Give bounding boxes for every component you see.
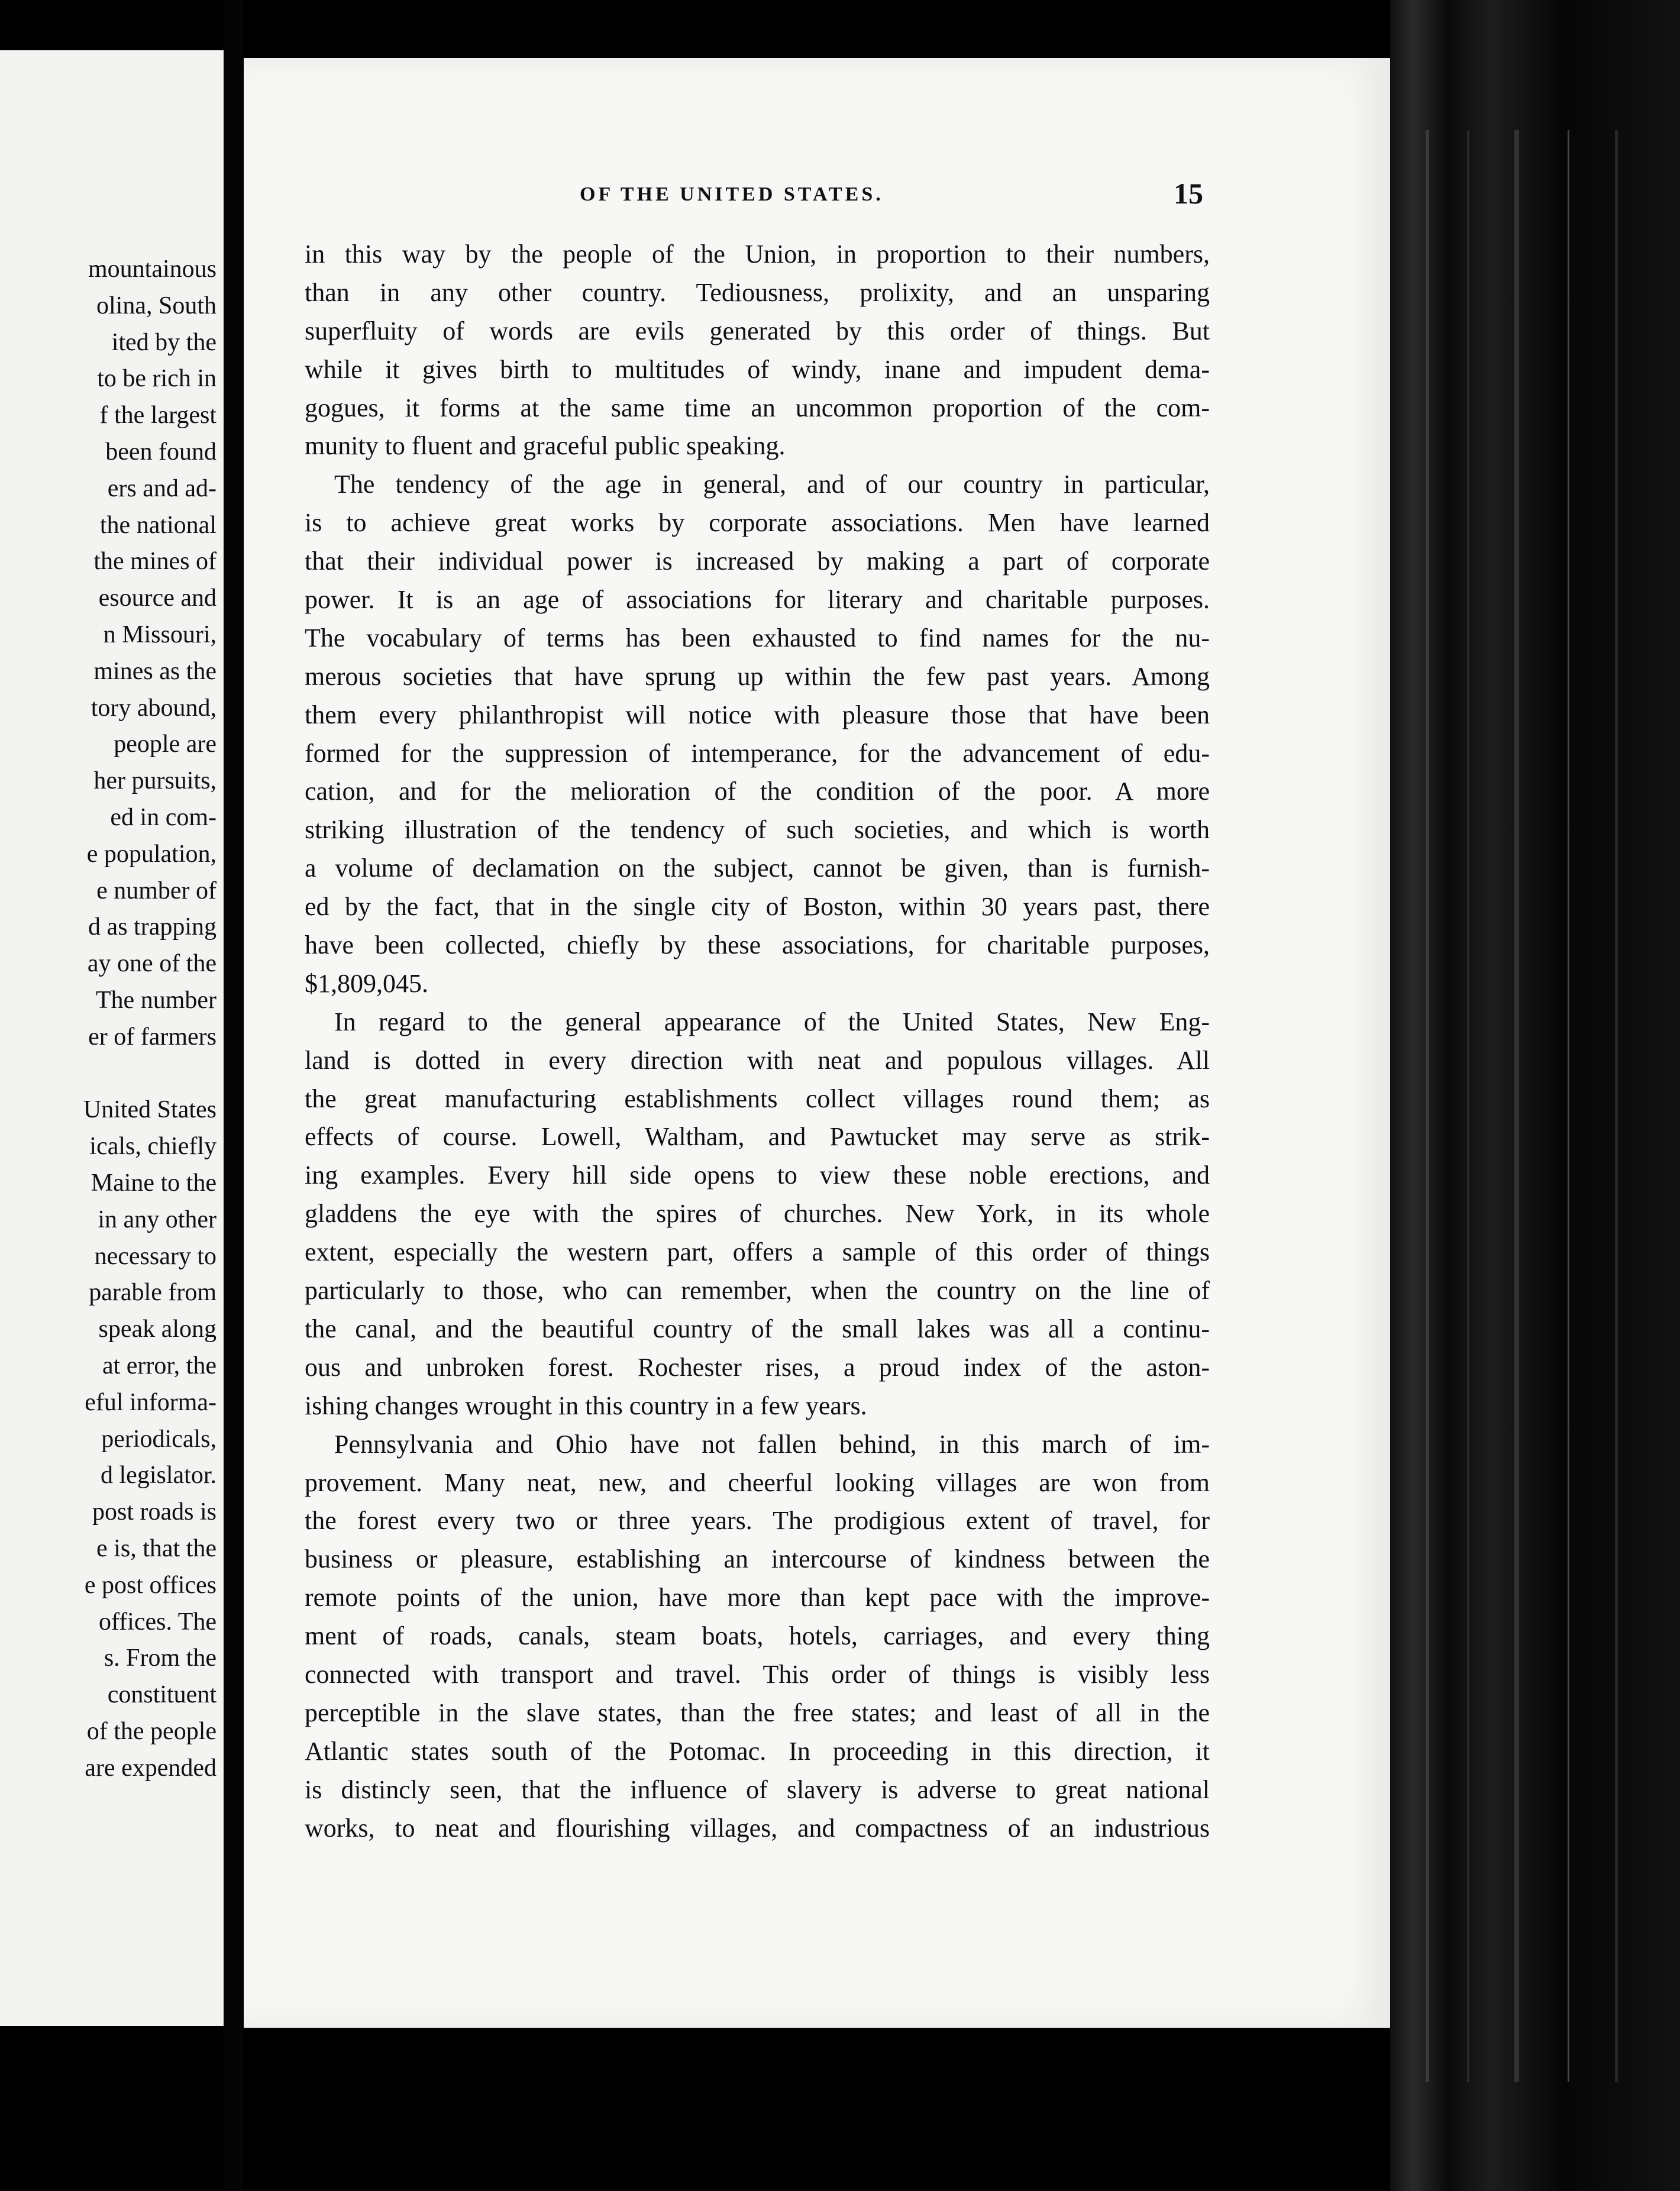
left-page-line: ited by the (111, 328, 217, 356)
left-page-line: e post offices (84, 1571, 217, 1599)
text-line: ed by the fact, that in the single city of Boston, within 30 years past, there (305, 892, 1210, 922)
left-page-line: of the people (86, 1718, 217, 1745)
page-number: 15 (1174, 177, 1203, 210)
text-line: munity to fluent and graceful public speaking. (305, 431, 786, 461)
left-page-line: are expended (85, 1754, 217, 1782)
left-page-line: ed in com- (110, 804, 217, 831)
text-line: ment of roads, canals, steam boats, hotels, carriages, and every thing (305, 1621, 1210, 1651)
left-page-line: periodicals, (101, 1425, 217, 1453)
text-line: particularly to those, who can remember, when the country on the line of (305, 1276, 1210, 1305)
text-line: a volume of declamation on the subject, cannot be given, than is furnish- (305, 854, 1210, 883)
text-line: the canal, and the beautiful country of the small lakes was all a continu- (305, 1314, 1210, 1343)
left-page-line: necessary to (94, 1242, 217, 1270)
text-line: in this way by the people of the Union, in proportion to their numbers, (305, 240, 1210, 269)
text-line: Pennsylvania and Ohio have not fallen behind, in this march of im- (334, 1429, 1210, 1459)
page-edge-stack (1390, 0, 1680, 2191)
text-line: than in any other country. Tediousness, prolixity, and an unsparing (305, 277, 1210, 307)
text-line: is to achieve great works by corporate associations. Men have learned (305, 508, 1210, 538)
text-line: The tendency of the age in general, and of our country in particular, (334, 470, 1210, 499)
text-line: ing examples. Every hill side opens to view these noble erections, and (305, 1161, 1210, 1190)
text-line: striking illustration of the tendency of such societies, and which is worth (305, 815, 1210, 845)
text-line: formed for the suppression of intemperance, for the advancement of edu- (305, 738, 1210, 768)
text-line: Atlantic states south of the Potomac. In proceeding in this direction, it (305, 1736, 1210, 1766)
left-page-line: the mines of (93, 548, 217, 576)
text-line: gogues, it forms at the same time an uncommon proportion of the com- (305, 393, 1210, 422)
text-line: while it gives birth to multitudes of windy, inane and impudent dema- (305, 354, 1210, 384)
left-page-line: The number (95, 987, 217, 1014)
text-line: the great manufacturing establishments collect villages round them; as (305, 1084, 1210, 1113)
left-page-line: e is, that the (96, 1535, 217, 1562)
left-page-line: er of farmers (88, 1023, 217, 1051)
left-page (0, 50, 224, 2026)
text-line: business or pleasure, establishing an intercourse of kindness between the (305, 1544, 1210, 1574)
text-line: effects of course. Lowell, Waltham, and Pawtucket may serve as strik- (305, 1122, 1210, 1152)
main-page (244, 58, 1390, 2028)
left-page-line: d legislator. (101, 1462, 217, 1489)
text-line: have been collected, chiefly by these associations, for charitable purposes, (305, 930, 1210, 960)
left-page-line: s. From the (104, 1644, 217, 1672)
left-page-line: e number of (96, 877, 217, 904)
left-page-line: to be rich in (97, 365, 217, 393)
text-line: superfluity of words are evils generated by this order of things. But (305, 316, 1210, 345)
left-page-line: ay one of the (87, 950, 217, 978)
body-text (305, 235, 1210, 1847)
left-page-line: Maine to the (91, 1169, 217, 1197)
left-page-line: parable from (89, 1279, 217, 1307)
text-line: perceptible in the slave states, than the free states; and least of all in the (305, 1698, 1210, 1727)
left-page-line: speak along (98, 1316, 217, 1343)
text-line: works, to neat and flourishing villages, and compactness of an industrious (305, 1813, 1210, 1843)
left-page-line: people are (114, 731, 217, 758)
text-line: remote points of the union, have more than kept pace with the improve- (305, 1583, 1210, 1612)
text-line: In regard to the general appearance of the United States, New Eng- (334, 1007, 1210, 1036)
left-page-line: icals, chiefly (89, 1133, 217, 1161)
left-page-line: e population, (86, 840, 217, 868)
text-line: is distincly seen, that the influence of slavery is adverse to great national (305, 1775, 1210, 1804)
text-line: merous societies that have sprung up within the few past years. Among (305, 661, 1210, 691)
text-line: them every philanthropist will notice with pleasure those that have been (305, 700, 1210, 729)
left-page-line: in any other (98, 1206, 217, 1233)
text-line: ous and unbroken forest. Rochester rises, a proud index of the aston- (305, 1352, 1210, 1382)
left-page-line: her pursuits, (93, 767, 217, 795)
text-line: that their individual power is increased by making a part of corporate (305, 547, 1210, 576)
left-page-line: at error, the (102, 1352, 217, 1379)
text-line: connected with transport and travel. This order of things is visibly less (305, 1659, 1210, 1689)
text-line: gladdens the eye with the spires of churches. New York, in its whole (305, 1199, 1210, 1229)
left-page-line: eful informa- (85, 1388, 217, 1416)
left-page-line: constituent (107, 1681, 217, 1709)
left-page-line: ers and ad- (107, 474, 217, 502)
text-line: provement. Many neat, new, and cheerful looking villages are won from (305, 1468, 1210, 1497)
text-line: $1,809,045. (305, 968, 428, 998)
left-page-line: mines as the (93, 657, 217, 685)
left-page-line: been found (105, 438, 217, 466)
left-page-line: post roads is (92, 1498, 217, 1526)
left-page-line: offices. The (98, 1608, 217, 1636)
text-line: The vocabulary of terms has been exhausted to find names for the nu- (305, 623, 1210, 652)
left-page-line: f the largest (99, 402, 217, 429)
book-gutter (224, 0, 243, 2191)
text-line: land is dotted in every direction with neat and populous villages. All (305, 1045, 1210, 1075)
left-page-line: n Missouri, (103, 621, 217, 648)
left-page-line: esource and (98, 584, 217, 612)
running-head: OF THE UNITED STATES. (580, 183, 884, 205)
text-line: power. It is an age of associations for literary and charitable purposes. (305, 585, 1210, 615)
left-page-line: the national (99, 511, 217, 539)
left-page-line: United States (83, 1096, 217, 1124)
left-page-line: olina, South (96, 292, 217, 319)
left-page-line: d as trapping (88, 913, 217, 941)
text-line: the forest every two or three years. The prodigious extent of travel, for (305, 1506, 1210, 1536)
text-line: ishing changes wrought in this country in a few years. (305, 1391, 867, 1420)
left-page-line: mountainous (88, 256, 217, 283)
text-line: cation, and for the melioration of the condition of the poor. A more (305, 777, 1210, 806)
text-line: extent, especially the western part, offers a sample of this order of things (305, 1237, 1210, 1267)
left-page-line: tory abound, (91, 694, 217, 722)
